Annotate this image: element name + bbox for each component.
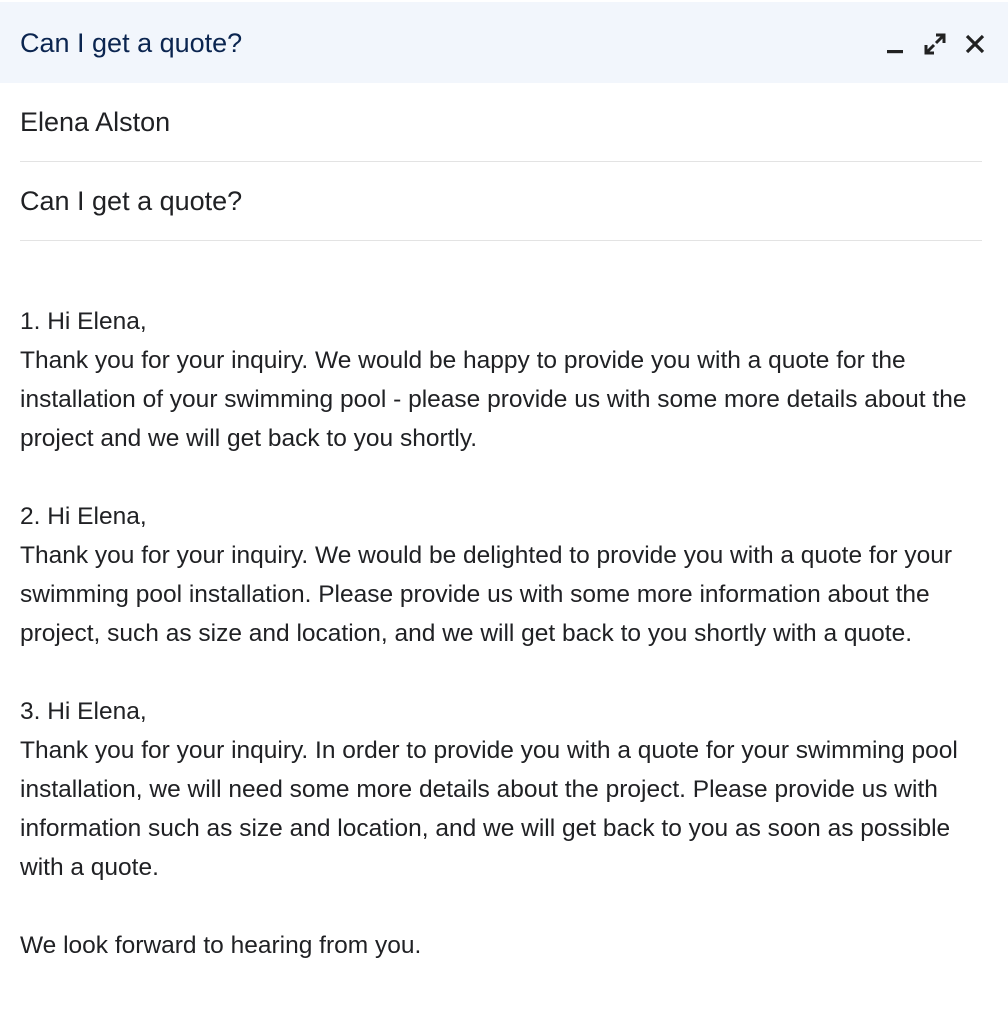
expand-button[interactable] [920,28,950,60]
paragraph-spacer [20,887,990,926]
subject-input[interactable]: Can I get a quote? [20,186,243,216]
reply-1-text: Thank you for your inquiry. We would be happy to provide you with a quote for the installation of your swimming pool - please provide us with some more details about the project and we will get back to you shortly. [20,347,967,452]
reply-2-text: Thank you for your inquiry. We would be delighted to provide you with a quote for your swimming pool installation. Please provide us with some more information about the project, such as size and location, and we will get back to you shortly with a quote. [20,542,952,647]
paragraph-spacer [20,458,990,497]
minimize-button[interactable] [880,28,910,60]
compose-title: Can I get a quote? [20,28,243,58]
paragraph-spacer [20,653,990,692]
close-button[interactable] [960,28,990,60]
close-icon [963,32,987,56]
recipient-name[interactable]: Elena Alston [20,107,171,137]
recipients-field[interactable] [20,83,982,162]
closing-line: We look forward to hearing from you. [20,932,422,959]
reply-3-text: Thank you for your inquiry. In order to provide you with a quote for your swimming pool installation, we will need some more details about the project. Please provide us with information such as size and location, and we will get back to you as soon as possible with a quote. [20,737,958,881]
subject-field[interactable] [20,162,982,241]
reply-3-greeting: 3. Hi Elena, [20,698,147,725]
window-controls [870,28,990,60]
reply-2-greeting: 2. Hi Elena, [20,503,147,530]
reply-1-greeting: 1. Hi Elena, [20,308,147,335]
minimize-icon [885,33,905,55]
expand-icon [923,32,947,56]
message-body[interactable] [20,302,990,965]
compose-titlebar[interactable] [0,2,1008,83]
